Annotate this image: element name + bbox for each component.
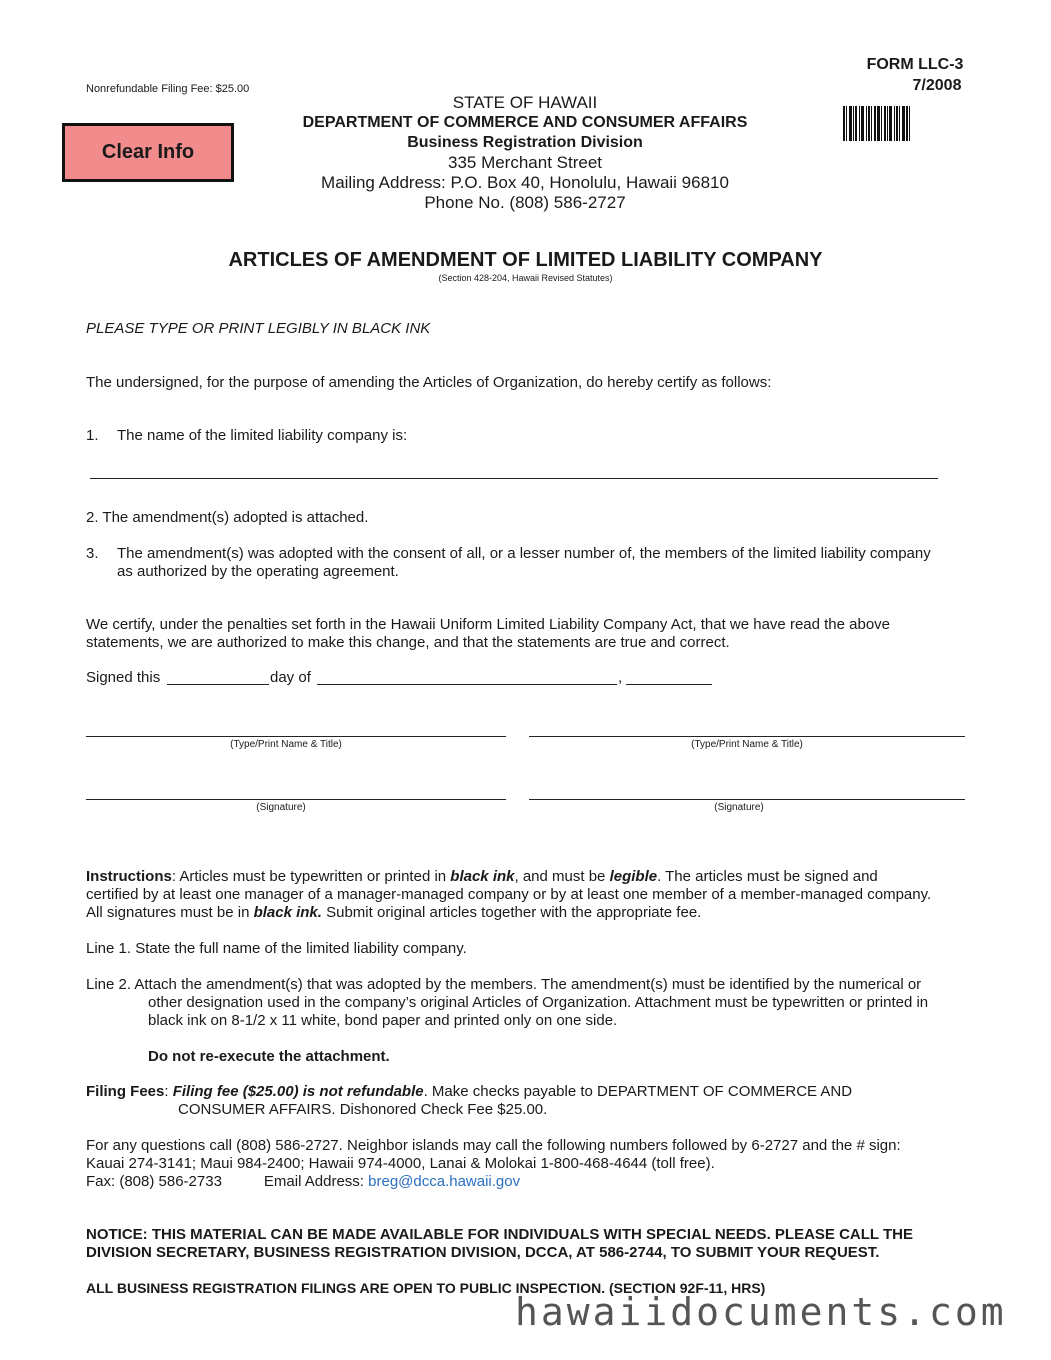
notice-line-a: NOTICE: THIS MATERIAL CAN BE MADE AVAILABLE FOR INDIVIDUALS WITH SPECIAL NEEDS. PLEASE CALL THE bbox=[86, 1226, 913, 1243]
year-field[interactable] bbox=[626, 684, 712, 685]
instructions-text-5: Submit original articles together with the appropriate fee. bbox=[321, 904, 702, 921]
certify-text bbox=[86, 616, 986, 652]
form-id-block bbox=[850, 54, 980, 96]
signature-field-1[interactable] bbox=[86, 799, 506, 800]
form-date: 7/2008 bbox=[912, 77, 962, 94]
email-link[interactable]: breg@dcca.hawaii.gov bbox=[368, 1173, 521, 1190]
item-3-text bbox=[117, 545, 997, 581]
line-1-instruction: Line 1. State the full name of the limited liability company. bbox=[86, 940, 467, 957]
certify-line-b: statements, we are authorized to make this change, and that the statements are true and correct. bbox=[86, 634, 730, 651]
signature-label-1: (Signature) bbox=[256, 802, 306, 813]
public-inspection-notice: ALL BUSINESS REGISTRATION FILINGS ARE OPEN TO PUBLIC INSPECTION. (SECTION 92F-11, HRS) bbox=[86, 1280, 766, 1296]
signature-field-2[interactable] bbox=[529, 799, 965, 800]
name-title-field-1[interactable] bbox=[86, 736, 506, 737]
instructions-block bbox=[86, 868, 986, 922]
item-1-number: 1. bbox=[86, 427, 99, 444]
name-title-label-1: (Type/Print Name & Title) bbox=[230, 739, 342, 750]
department-name: DEPARTMENT OF COMMERCE AND CONSUMER AFFAIRS bbox=[302, 114, 748, 131]
page-subtitle: (Section 428-204, Hawaii Revised Statutes) bbox=[438, 273, 613, 283]
street-address: 335 Merchant Street bbox=[447, 153, 603, 172]
signed-this-label: Signed this bbox=[86, 669, 161, 686]
email-label: Email Address: bbox=[263, 1173, 364, 1190]
filing-fee-not-refundable: Filing fee ($25.00) is not refundable bbox=[172, 1083, 424, 1100]
line-2-instruction-a: Line 2. Attach the amendment(s) that was adopted by the members. The amendment(s) must be identified by the numerical or bbox=[86, 976, 922, 993]
instructions-black-ink: black ink bbox=[450, 868, 515, 885]
instructions-legible: legible bbox=[609, 868, 658, 885]
filing-fees-label: Filing Fees bbox=[86, 1083, 165, 1100]
filing-fee-note: Nonrefundable Filing Fee: $25.00 bbox=[86, 83, 250, 95]
type-print-note: PLEASE TYPE OR PRINT LEGIBLY IN BLACK INK bbox=[86, 320, 431, 337]
line-2-instruction-b: other designation used in the company’s original Articles of Organization. Attachment must be typewritten or printed in bbox=[148, 994, 929, 1011]
notice-block bbox=[86, 1226, 986, 1262]
day-of-label: day of bbox=[270, 669, 311, 686]
clear-info-button[interactable]: Clear Info bbox=[62, 123, 234, 182]
do-not-reexecute: Do not re-execute the attachment. bbox=[148, 1048, 390, 1065]
certify-line-a: We certify, under the penalties set forth in the Hawaii Uniform Limited Liability Company Act, that we have read the above bbox=[86, 616, 891, 633]
day-field[interactable] bbox=[167, 684, 269, 685]
contact-block bbox=[86, 1137, 1006, 1191]
item-1-text: The name of the limited liability company is: bbox=[117, 427, 408, 444]
date-comma: , bbox=[618, 669, 623, 686]
instructions-label: Instructions bbox=[86, 868, 172, 885]
instructions-text-1: : Articles must be typewritten or printed in bbox=[171, 868, 451, 885]
filing-fees-colon: : bbox=[164, 1083, 173, 1100]
filing-fees-line-2: CONSUMER AFFAIRS. Dishonored Check Fee $25.00. bbox=[178, 1101, 548, 1118]
item-3-number: 3. bbox=[86, 545, 99, 562]
item-3-line-b: as authorized by the operating agreement. bbox=[117, 563, 399, 580]
item-2-text: 2. The amendment(s) adopted is attached. bbox=[86, 509, 369, 526]
instructions-black-ink-2: black ink. bbox=[253, 904, 322, 921]
line-2-instruction-c: black ink on 8-1/2 x 11 white, bond paper and printed only on one side. bbox=[148, 1012, 618, 1029]
name-title-label-2: (Type/Print Name & Title) bbox=[691, 739, 803, 750]
name-title-field-2[interactable] bbox=[529, 736, 965, 737]
barcode-icon bbox=[843, 106, 920, 141]
instructions-text-4: All signatures must be in bbox=[86, 904, 254, 921]
department-header bbox=[260, 93, 790, 213]
fax-number: Fax: (808) 586-2733 bbox=[86, 1173, 222, 1190]
instructions-text-3: . The articles must be signed and bbox=[657, 868, 878, 885]
state-name: STATE OF HAWAII bbox=[452, 93, 598, 112]
company-name-field[interactable] bbox=[90, 478, 938, 479]
mailing-address: Mailing Address: P.O. Box 40, Honolulu, Hawaii 96810 bbox=[321, 173, 729, 192]
instructions-text-2: , and must be bbox=[514, 868, 610, 885]
phone-number: Phone No. (808) 586-2727 bbox=[424, 193, 626, 212]
signature-label-2: (Signature) bbox=[714, 802, 764, 813]
intro-text: The undersigned, for the purpose of amending the Articles of Organization, do hereby certify as follows: bbox=[86, 374, 772, 391]
item-3-line-a: The amendment(s) was adopted with the consent of all, or a lesser number of, the members of the limited liability company bbox=[117, 545, 931, 562]
contact-line-a: For any questions call (808) 586-2727. Neighbor islands may call the following numbers followed by 6-2727 and the # sign: bbox=[86, 1137, 901, 1154]
filing-fees-block bbox=[86, 1083, 986, 1119]
month-field[interactable] bbox=[317, 684, 617, 685]
instructions-line-2: certified by at least one manager of a manager-managed company or by at least one member of a member-managed company. bbox=[86, 886, 932, 903]
filing-fees-text: . Make checks payable to DEPARTMENT OF COMMERCE AND bbox=[423, 1083, 853, 1100]
watermark: hawaiidocuments.com bbox=[515, 1290, 1007, 1334]
line-2-instruction bbox=[86, 976, 986, 1030]
page-title: ARTICLES OF AMENDMENT OF LIMITED LIABILITY COMPANY bbox=[228, 249, 823, 271]
notice-line-b: DIVISION SECRETARY, BUSINESS REGISTRATION DIVISION, DCCA, AT 586-2744, TO SUBMIT YOUR REQUEST. bbox=[86, 1244, 880, 1261]
form-id: FORM LLC-3 bbox=[866, 56, 964, 73]
contact-line-b: Kauai 274-3141; Maui 984-2400; Hawaii 974-4000, Lanai & Molokai 1-800-468-4644 (toll free). bbox=[86, 1155, 715, 1172]
division-name: Business Registration Division bbox=[407, 134, 643, 151]
